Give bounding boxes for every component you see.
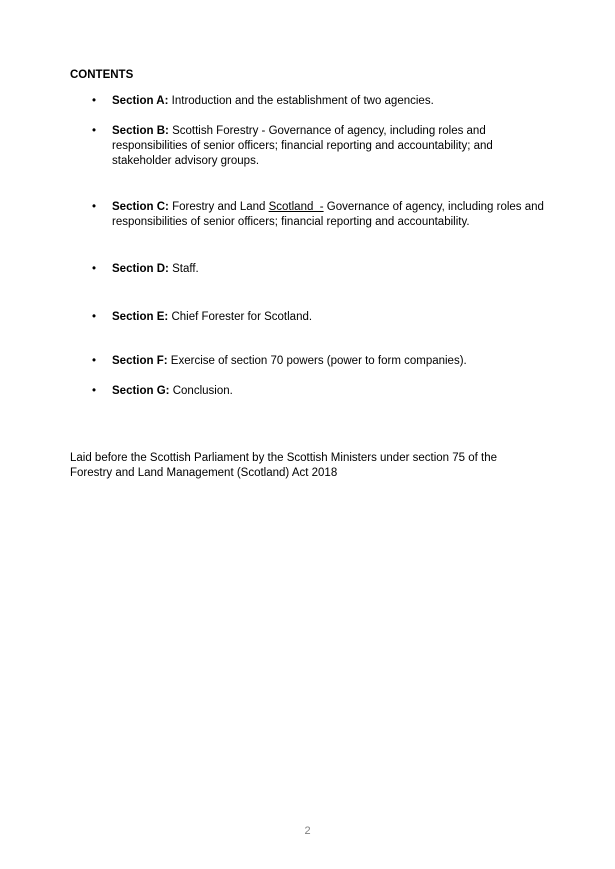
- page-number: 2: [304, 825, 311, 837]
- bullet-section-d: [70, 262, 554, 277]
- section-g-label: Section G:: [112, 385, 170, 397]
- section-d-text: Staff.: [172, 263, 199, 275]
- section-e-label: Section E:: [112, 311, 169, 323]
- bullet-section-g: [70, 384, 554, 399]
- bullet-section-f: [70, 354, 554, 369]
- section-c-text-after: Governance of agency, including roles and responsibilities of senior officers; financial reporting and accountability.: [112, 201, 544, 228]
- laid-before-note: Laid before the Scottish Parliament by the Scottish Ministers under section 75 of the Forestry and Land Management (Scotland) Act 2018: [70, 452, 498, 479]
- section-e-text: Chief Forester for Scotland.: [171, 311, 313, 323]
- section-c-text-before: Forestry and Land: [172, 201, 269, 213]
- bullet-section-b: [70, 124, 554, 169]
- bullet-section-a: [70, 94, 554, 109]
- section-g-text: Conclusion.: [172, 385, 233, 397]
- bullet-section-e: [70, 310, 554, 325]
- section-c-label: Section C:: [112, 201, 169, 213]
- section-f-text: Exercise of section 70 powers (power to form companies).: [170, 355, 467, 367]
- section-f-label: Section F:: [112, 355, 168, 367]
- section-d-label: Section D:: [112, 263, 169, 275]
- bullet-section-c: [70, 200, 554, 230]
- section-a-text: Introduction and the establishment of two agencies.: [171, 95, 434, 107]
- section-b-text: Scottish Forestry - Governance of agency, including roles and responsibilities of senior officers; financial reporting and accountability; and stakeholder advisory groups.: [112, 125, 493, 167]
- section-c-underlined-text: Scotland -: [268, 201, 324, 213]
- section-b-label: Section B:: [112, 125, 169, 137]
- section-a-label: Section A:: [112, 95, 169, 107]
- contents-heading: CONTENTS: [70, 69, 134, 81]
- contents-list: [70, 94, 554, 399]
